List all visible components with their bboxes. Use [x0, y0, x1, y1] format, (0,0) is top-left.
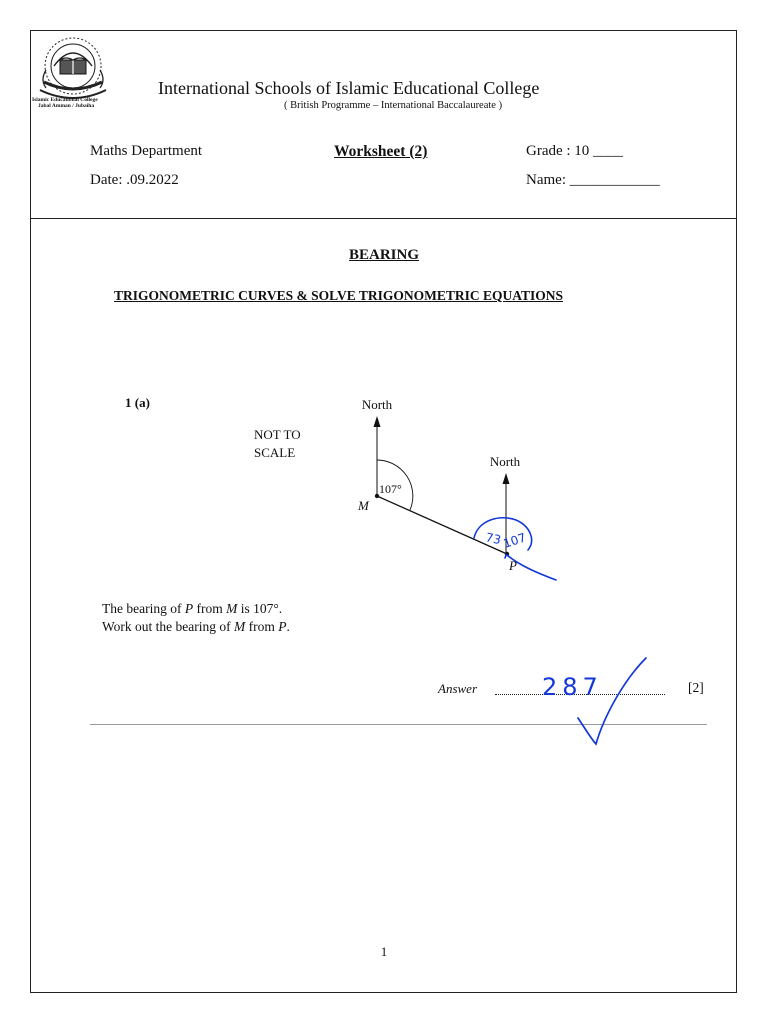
check-mark-icon [578, 658, 646, 744]
worksheet-title: Worksheet (2) [334, 143, 428, 160]
north-label-m: North [361, 397, 393, 412]
handwritten-angle-a: 73 [484, 530, 503, 548]
department-label: Maths Department [90, 143, 203, 159]
angle-label: 107° [379, 482, 402, 496]
point-p-label: P [509, 558, 517, 573]
heading-bearing: BEARING [348, 247, 419, 263]
not-to-scale-line1: NOT TO [254, 427, 301, 442]
north-label-p: North [489, 454, 521, 469]
handwritten-answer: 287 [542, 673, 603, 701]
page-number: 1 [380, 944, 388, 959]
school-name: International Schools of Islamic Educational College [158, 78, 540, 98]
name-field: Name: ____________ [526, 172, 660, 188]
question-line2: Work out the bearing of M from P. [102, 619, 290, 634]
logo-caption-line2: Jabal Amman / Jubaiha [38, 103, 95, 109]
marks-label: [2] [688, 680, 704, 695]
not-to-scale-line2: SCALE [254, 445, 296, 460]
programme-subtitle: ( British Programme – International Baccalaureate ) [284, 100, 503, 111]
question-line1: The bearing of P from M is 107°. [102, 601, 283, 616]
handwritten-angle-b: 107 [501, 530, 528, 551]
date-field: Date: .09.2022 [90, 172, 179, 188]
logo-caption-line1: Islamic Educational College [32, 97, 98, 103]
point-m-label: M [358, 498, 369, 513]
grade-field: Grade : 10 ____ [526, 143, 624, 159]
answer-label: Answer [438, 681, 477, 696]
heading-trigonometric: TRIGONOMETRIC CURVES & SOLVE TRIGONOMETRIC EQUATIONS [114, 288, 563, 303]
question-number: 1 (a) [125, 395, 150, 410]
